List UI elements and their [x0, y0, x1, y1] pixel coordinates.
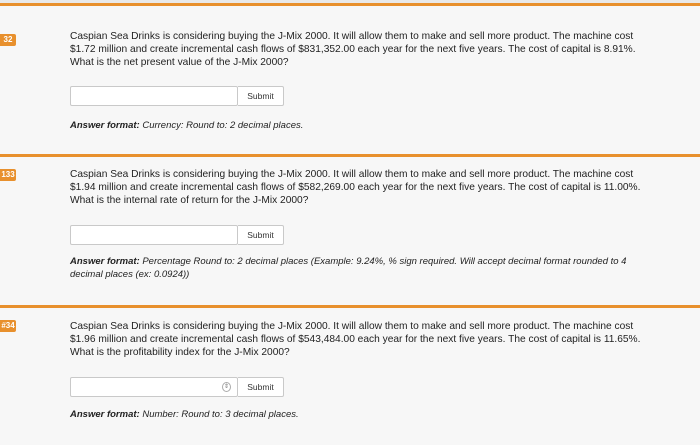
answer-row — [70, 377, 284, 399]
answer-row — [70, 86, 284, 108]
submit-button[interactable]: Submit — [238, 86, 284, 106]
answer-input[interactable] — [70, 377, 238, 397]
answer-format-label: Answer format: — [70, 120, 140, 131]
answer-input[interactable] — [70, 225, 238, 245]
spinner-icon[interactable]: ⇕ — [223, 384, 230, 390]
answer-format-text: Number: Round to: 3 decimal places. — [139, 409, 299, 420]
question-text: Caspian Sea Drinks is considering buying the J-Mix 2000. It will allow them to make and sell more product. The machine cost $1.94 million and create incremental cash flows of $582,269.00 each year for the next five years. The cost of capital is 11.00%. What is the internal rate of return for the J-Mix 2000? — [70, 169, 641, 206]
question-33 — [0, 157, 700, 305]
submit-button[interactable]: Submit — [238, 225, 284, 245]
answer-format-text: Currency: Round to: 2 decimal places. — [139, 120, 304, 131]
submit-button[interactable]: Submit — [238, 377, 284, 397]
answer-format — [70, 255, 650, 281]
question-text: Caspian Sea Drinks is considering buying the J-Mix 2000. It will allow them to make and sell more product. The machine cost $1.72 million and create incremental cash flows of $831,352.00 each year for the next five years. The cost of capital is 8.91%. What is the net present value of the J-Mix 2000? — [70, 31, 636, 68]
answer-format-text: Percentage Round to: 2 decimal places (Example: 9.24%, % sign required. Will accept decimal format rounded to 4 decimal places (ex: 0.0924)) — [70, 256, 627, 280]
answer-input[interactable] — [70, 86, 238, 106]
question-number-badge: 133 — [1, 170, 15, 179]
answer-format — [70, 408, 650, 421]
question-number-badge: #34 — [1, 321, 15, 330]
answer-format — [70, 119, 650, 132]
answer-row — [70, 225, 284, 247]
question-32 — [0, 6, 700, 154]
answer-format-label: Answer format: — [70, 409, 140, 420]
question-34 — [0, 308, 700, 445]
question-number-badge: 32 — [0, 34, 16, 46]
answer-format-label: Answer format: — [70, 256, 140, 267]
question-text: Caspian Sea Drinks is considering buying the J-Mix 2000. It will allow them to make and sell more product. The machine cost $1.96 million and create incremental cash flows of $543,484.00 each year for the next five years. The cost of capital is 11.65%. What is the profitability index for the J-Mix 2000? — [70, 321, 641, 358]
